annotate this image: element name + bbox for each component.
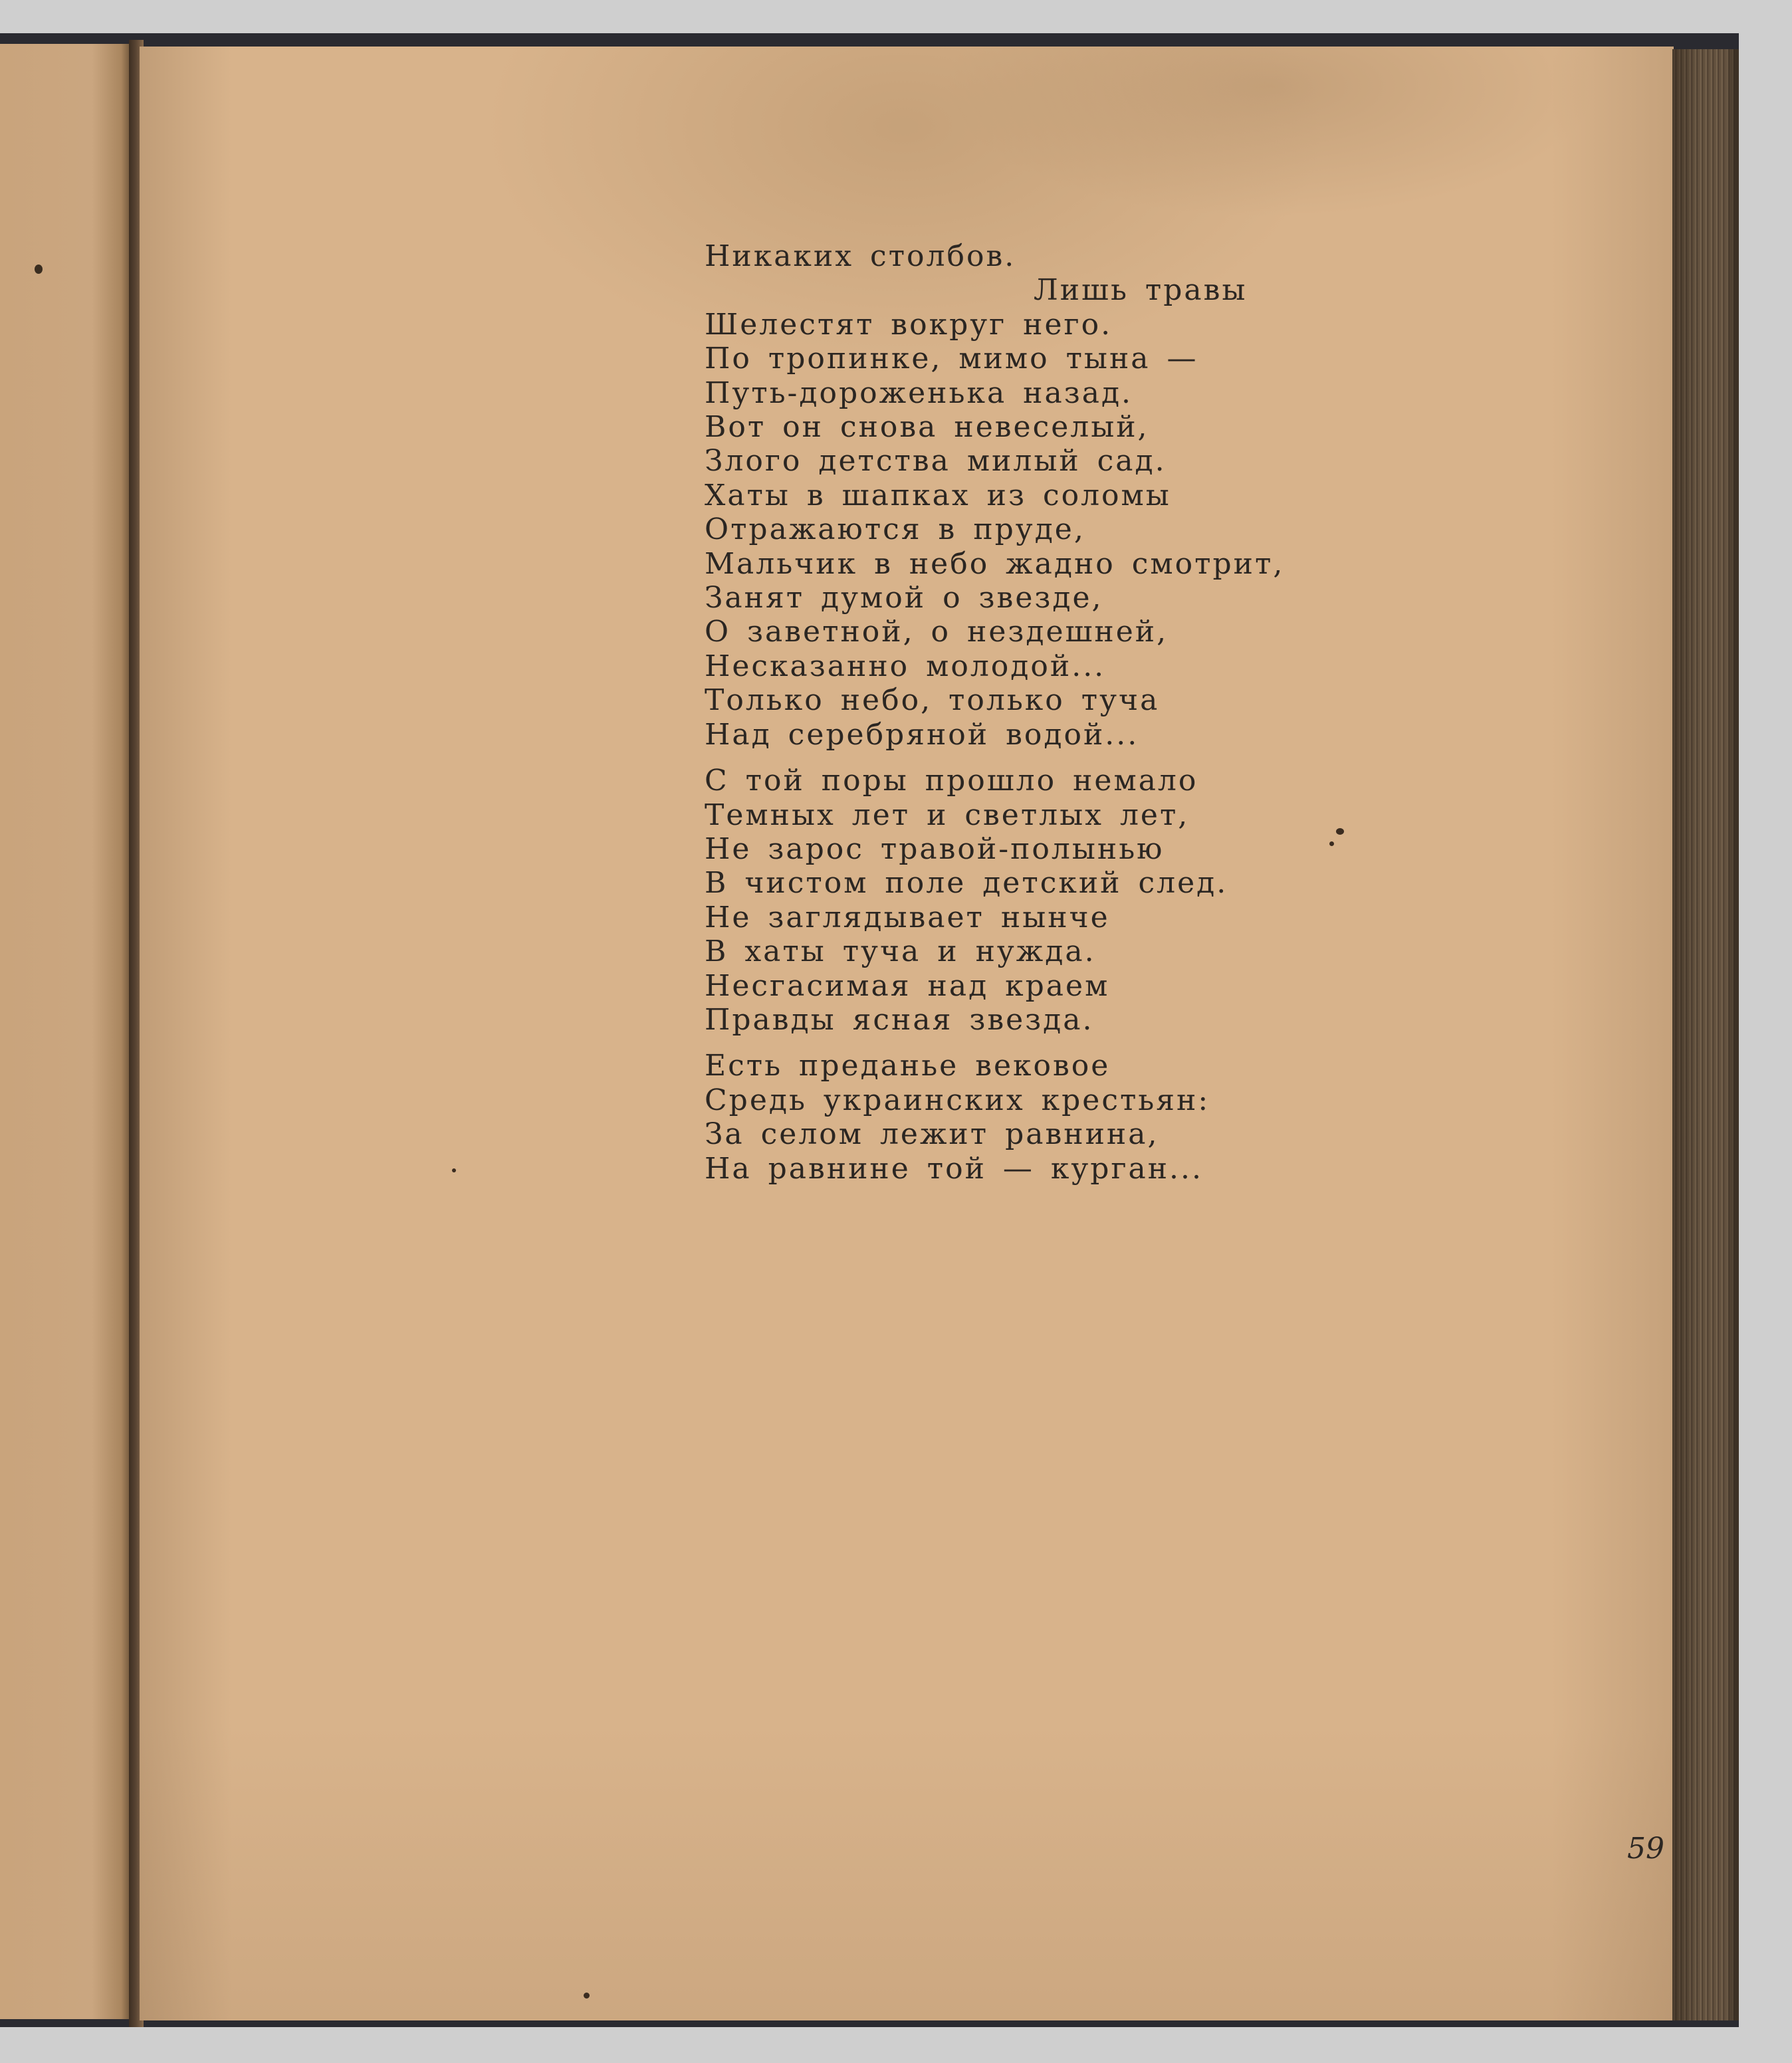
poem-line: В хаты туча и нужда. [705, 934, 1096, 969]
poem-line: Хаты в шапках из соломы [705, 478, 1171, 512]
poem-line: Несгасимая над краем [705, 968, 1110, 1003]
poem-line: Есть преданье вековое [705, 1049, 1111, 1083]
ink-speck [452, 1168, 456, 1172]
poem-line: Занят думой о звезде, [705, 581, 1103, 615]
poem-line: По тропинке, мимо тына — [705, 342, 1198, 376]
left-page-edge [0, 44, 132, 2019]
poem-line: О заветной, о нездешней, [705, 615, 1169, 649]
ink-speck [35, 265, 43, 274]
poem-line: С той поры прошло немало [705, 764, 1198, 798]
poem-line: Путь-дороженька назад. [705, 376, 1133, 410]
poem-stanza [705, 1049, 1436, 1186]
ink-speck [584, 1993, 590, 1999]
poem-line: В чистом поле детский след. [705, 866, 1228, 901]
poem-line: Средь украинских крестьян: [705, 1083, 1210, 1117]
poem-line: Темных лет и светлых лет, [705, 798, 1190, 832]
poem-line: Только небо, только туча [705, 683, 1160, 718]
poem-line: Не заглядывает нынче [705, 900, 1110, 934]
page-stack-shade [1672, 49, 1739, 2020]
poem-line: Лишь травы [1034, 273, 1248, 308]
poem-stanza [705, 239, 1436, 752]
poem-line: За селом лежит равнина, [705, 1117, 1159, 1152]
poem-line: Несказанно молодой... [705, 649, 1106, 683]
ink-speck [1336, 828, 1344, 835]
poem-line: Не зарос травой-полынью [705, 831, 1165, 866]
book-page [140, 47, 1674, 2020]
poem-line: На равнине той — курган... [705, 1151, 1204, 1186]
poem-line: Правды ясная звезда. [705, 1002, 1094, 1037]
poem-text [705, 239, 1436, 1186]
poem-line: Шелестят вокруг него. [705, 307, 1113, 342]
poem-line: Отражаются в пруде, [705, 512, 1085, 547]
poem-line: Над серебряной водой... [705, 717, 1139, 752]
ink-speck [1329, 841, 1334, 846]
poem-line: Злого детства милый сад. [705, 444, 1167, 479]
page-number: 59 [1627, 1832, 1664, 1866]
poem-line: Вот он снова невеселый, [705, 410, 1149, 445]
poem-line: Никаких столбов. [705, 239, 1016, 273]
poem-stanza [705, 764, 1436, 1037]
poem-line: Мальчик в небо жадно смотрит, [705, 546, 1285, 581]
